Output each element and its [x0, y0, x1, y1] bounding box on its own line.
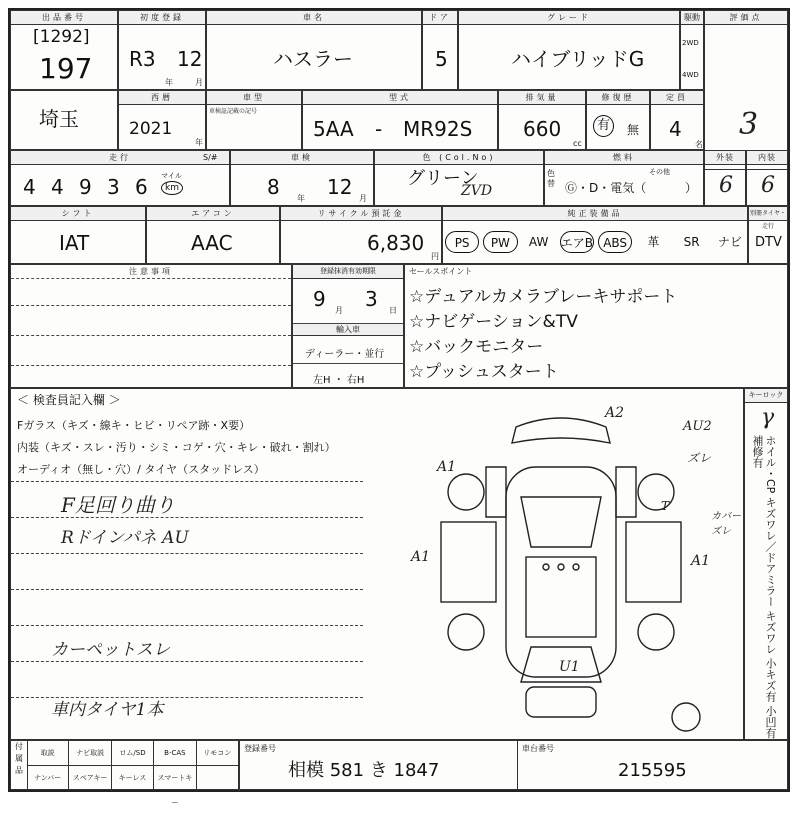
history-label: 修復歴	[587, 91, 649, 105]
aircon-label: エアコン	[147, 207, 279, 221]
mileage-label: 走行	[11, 151, 229, 165]
lot-code: [1292]	[33, 27, 90, 47]
score-value: 3	[739, 107, 759, 142]
first-reg-cell	[118, 10, 206, 90]
inspection-cell	[230, 150, 374, 206]
accessories-side: 付 属 品	[11, 741, 28, 791]
inspector-hand-1: F足回り曲り	[61, 493, 175, 517]
color-label: 色 (Col.No)	[375, 151, 543, 165]
import-handle: 左H ・ 右H	[313, 375, 365, 386]
score-cell	[704, 10, 788, 170]
first-reg-label: 初度登録	[119, 11, 205, 25]
first-reg-year-unit: 年	[165, 78, 173, 87]
sales-point-2: ☆ナビゲーション&TV	[409, 312, 578, 332]
diagram-mark-zure: ズレ	[687, 451, 712, 465]
diagram-mark-a2: A2	[605, 405, 625, 421]
reg-expiry-month-unit: 月	[335, 306, 343, 315]
accessory-col_b-1: スペアキー	[69, 766, 111, 791]
interior-value: 6	[761, 173, 775, 198]
diagram-mark-a1-left: A1	[437, 459, 457, 475]
mileage-unit-km: km	[161, 181, 183, 195]
accessory-col_c-1: キーレス	[112, 766, 154, 791]
recycle-value: 6,830	[367, 231, 425, 255]
equipment-cell	[442, 206, 748, 264]
inspection-year: 8	[267, 175, 280, 199]
shift-label: シフト	[11, 207, 145, 221]
score-label: 評価点	[705, 11, 787, 25]
lot-label: 出品番号	[11, 11, 117, 25]
chassis-label: 車台番号	[522, 744, 554, 753]
capacity-label: 定員	[651, 91, 703, 105]
shift-cell	[10, 206, 146, 264]
equipment-item: SR	[683, 235, 700, 249]
recycle-label: リサイクル預託金	[281, 207, 441, 221]
inspector-line-3: オーディオ（無し・穴）/ タイヤ（スタッドレス）	[17, 463, 265, 476]
plate-value: 相模 581 き 1847	[288, 760, 440, 781]
color-cell	[374, 150, 544, 206]
displacement-value: 660	[523, 117, 562, 141]
chassis-box	[517, 741, 787, 791]
import-value: ディーラー・並行	[305, 349, 385, 360]
aircon-cell	[146, 206, 280, 264]
displacement-label: 排気量	[499, 91, 585, 105]
diagram-mark-a1-side: A1	[411, 549, 431, 565]
mileage-digit-2: 4	[51, 175, 64, 199]
plate-box	[239, 741, 518, 791]
first-reg-month: 12	[177, 47, 203, 71]
diagram-mark-cover: カバーズレ	[711, 511, 741, 537]
accessory-col_c-0: ロム/SD	[112, 741, 154, 766]
reg-expiry-cell	[292, 264, 404, 388]
reg-expiry-label: 登録抹消有効期限	[293, 265, 403, 279]
lot-number: 197	[39, 52, 93, 85]
sales-point-3: ☆バックモニター	[409, 337, 544, 357]
mileage-digit-4: 3	[107, 175, 120, 199]
first-reg-month-unit: 月	[195, 78, 203, 87]
chassis-value: 215595	[618, 760, 687, 781]
doors-label: ドア	[423, 11, 457, 25]
mileage-digit-3: 9	[79, 175, 92, 199]
car-name-value: ハスラー	[273, 47, 353, 71]
inspector-hand-2: Rドインパネ AU	[61, 528, 189, 548]
western-year-label: 西暦	[119, 91, 205, 105]
recycle-unit: 円	[431, 252, 439, 261]
fuel-other: その他	[649, 168, 670, 176]
fuel-cell	[544, 150, 704, 206]
model-code: MR92S	[403, 117, 473, 141]
inspector-hand-3: カーペットスレ	[51, 640, 170, 660]
grade-label: グレード	[459, 11, 679, 25]
side-legend: ホイル・CP キズワレ／ドアミラー キズワレ 小キズ有 小凹有 補修有	[751, 435, 777, 739]
drive-label: 駆動	[681, 11, 703, 25]
sales-point-4: ☆プッシュスタート	[409, 362, 559, 382]
reg-expiry-day-unit: 日	[389, 306, 397, 315]
drive-2wd: 2WD	[682, 39, 699, 47]
fuel-close: ）	[685, 181, 698, 195]
equipment-item: PW	[483, 231, 517, 253]
drive-4wd: 4WD	[682, 71, 699, 79]
accessory-col_a-0: 取説	[27, 741, 69, 766]
auction-sheet	[8, 8, 790, 807]
western-year-cell	[118, 90, 206, 150]
interior-label: 内装	[747, 151, 787, 165]
fuel-options: Ⓖ・D・電気（	[565, 181, 647, 195]
equipment-dtv: DTV	[755, 235, 782, 250]
sales-points-label: セールスポイント	[409, 267, 473, 276]
exterior-value: 6	[719, 173, 733, 198]
diagram-mark-au2: AU2	[683, 419, 712, 434]
fuel-sub: 色替	[547, 169, 555, 188]
western-year-unit: 年	[195, 138, 203, 147]
import-label: 輸入車	[293, 324, 403, 336]
accessory-col_e-0: リモコン	[197, 741, 239, 766]
diagram-mark-u1: U1	[559, 659, 580, 675]
inspection-label: 車検	[231, 151, 373, 165]
key-lock-label: キーロック	[745, 389, 787, 403]
model-label: 型式	[303, 91, 497, 105]
reg-expiry-day: 3	[365, 287, 378, 311]
color-code: ZVD	[461, 183, 493, 199]
capacity-value: 4	[669, 117, 682, 141]
equipment-item: エアB	[560, 231, 594, 253]
body-type-cell	[206, 90, 302, 150]
equipment-item: ABS	[598, 231, 632, 253]
accessory-col_d-1: スマートキー	[154, 766, 196, 791]
inspection-year-unit: 年	[297, 194, 305, 203]
inspector-hand-4: 車内タイヤ1本	[51, 700, 164, 720]
area-value: 埼玉	[39, 107, 79, 131]
drive-cell	[680, 10, 704, 90]
doors-cell	[422, 10, 458, 90]
inspector-cell	[10, 388, 744, 740]
aircon-value: AAC	[191, 231, 233, 255]
key-lock-mark: γ	[761, 405, 775, 430]
exterior-cell	[704, 150, 746, 206]
lot-cell	[10, 10, 118, 90]
model-prefix: 5AA	[313, 117, 354, 141]
mileage-unit-mile: マイル	[161, 172, 182, 180]
accessory-col_e-1	[197, 766, 239, 791]
fuel-label: 燃料	[545, 151, 703, 165]
extra-col-label: 別冊タイヤ・走行	[749, 207, 787, 221]
accessories-grid	[27, 741, 239, 807]
color-value: グリーン	[407, 168, 479, 189]
car-name-cell	[206, 10, 422, 90]
capacity-unit: 名	[695, 140, 703, 149]
sales-point-1: ☆デュアルカメラブレーキサポート	[409, 287, 678, 307]
inspection-month: 12	[327, 175, 353, 199]
western-year-value: 2021	[129, 119, 173, 139]
reg-expiry-month: 9	[313, 287, 326, 311]
equipment-row	[443, 223, 747, 263]
exterior-label: 外装	[705, 151, 745, 165]
key-lock-cell	[744, 388, 788, 740]
accessory-col_b-0: ナビ取説	[69, 741, 111, 766]
area-cell	[10, 90, 118, 150]
equipment-item: PS	[445, 231, 479, 253]
inspector-line-1: Fガラス（キズ・線キ・ヒビ・リペア跡・X要）	[17, 419, 251, 432]
history-cell	[586, 90, 650, 150]
diagram-mark-a1-right: A1	[691, 553, 711, 569]
accessory-col_a-1: ナンバー	[27, 766, 69, 791]
grade-cell	[458, 10, 680, 90]
shift-value: IAT	[59, 231, 90, 255]
grade-value: ハイブリッドG	[511, 47, 645, 71]
footer-cell	[10, 740, 788, 807]
sales-points-cell	[404, 264, 788, 388]
equipment-label: 純正装備品	[443, 207, 747, 221]
diagram-mark-t: T	[661, 499, 670, 513]
history-yes: 有	[593, 115, 614, 137]
displacement-unit: cc	[573, 139, 582, 148]
equipment-item: 革	[647, 235, 660, 249]
doors-value: 5	[435, 47, 448, 71]
displacement-cell	[498, 90, 586, 150]
extra-col-cell	[748, 206, 788, 264]
inspection-month-unit: 月	[359, 194, 367, 203]
recycle-cell	[280, 206, 442, 264]
model-dash: -	[375, 117, 383, 141]
interior-cell	[746, 150, 788, 206]
body-type-sub: 車検証記載の記号	[209, 108, 258, 115]
model-cell	[302, 90, 498, 150]
inspector-label: ＜ 検査員記入欄 ＞	[17, 393, 121, 407]
mileage-digit-1: 4	[23, 175, 36, 199]
inspector-line-2: 内装（キズ・スレ・汚り・シミ・コゲ・穴・キレ・破れ・割れ）	[17, 441, 336, 454]
mileage-digit-5: 6	[135, 175, 148, 199]
accessory-col_d-0: B-CAS	[154, 741, 196, 766]
car-name-label: 車名	[207, 11, 421, 25]
body-type-label: 車型	[207, 91, 301, 105]
mileage-sub: S/#	[203, 153, 218, 162]
capacity-cell	[650, 90, 704, 150]
mileage-cell	[10, 150, 230, 206]
history-no: 無	[627, 123, 640, 137]
notes-label: 注意事項	[11, 265, 291, 279]
first-reg-era: R3	[129, 47, 156, 71]
plate-label: 登録番号	[244, 744, 276, 753]
equipment-item: AW	[528, 235, 549, 249]
car-diagram	[396, 397, 726, 737]
equipment-item: ナビ	[717, 235, 742, 249]
notes-cell	[10, 264, 292, 388]
